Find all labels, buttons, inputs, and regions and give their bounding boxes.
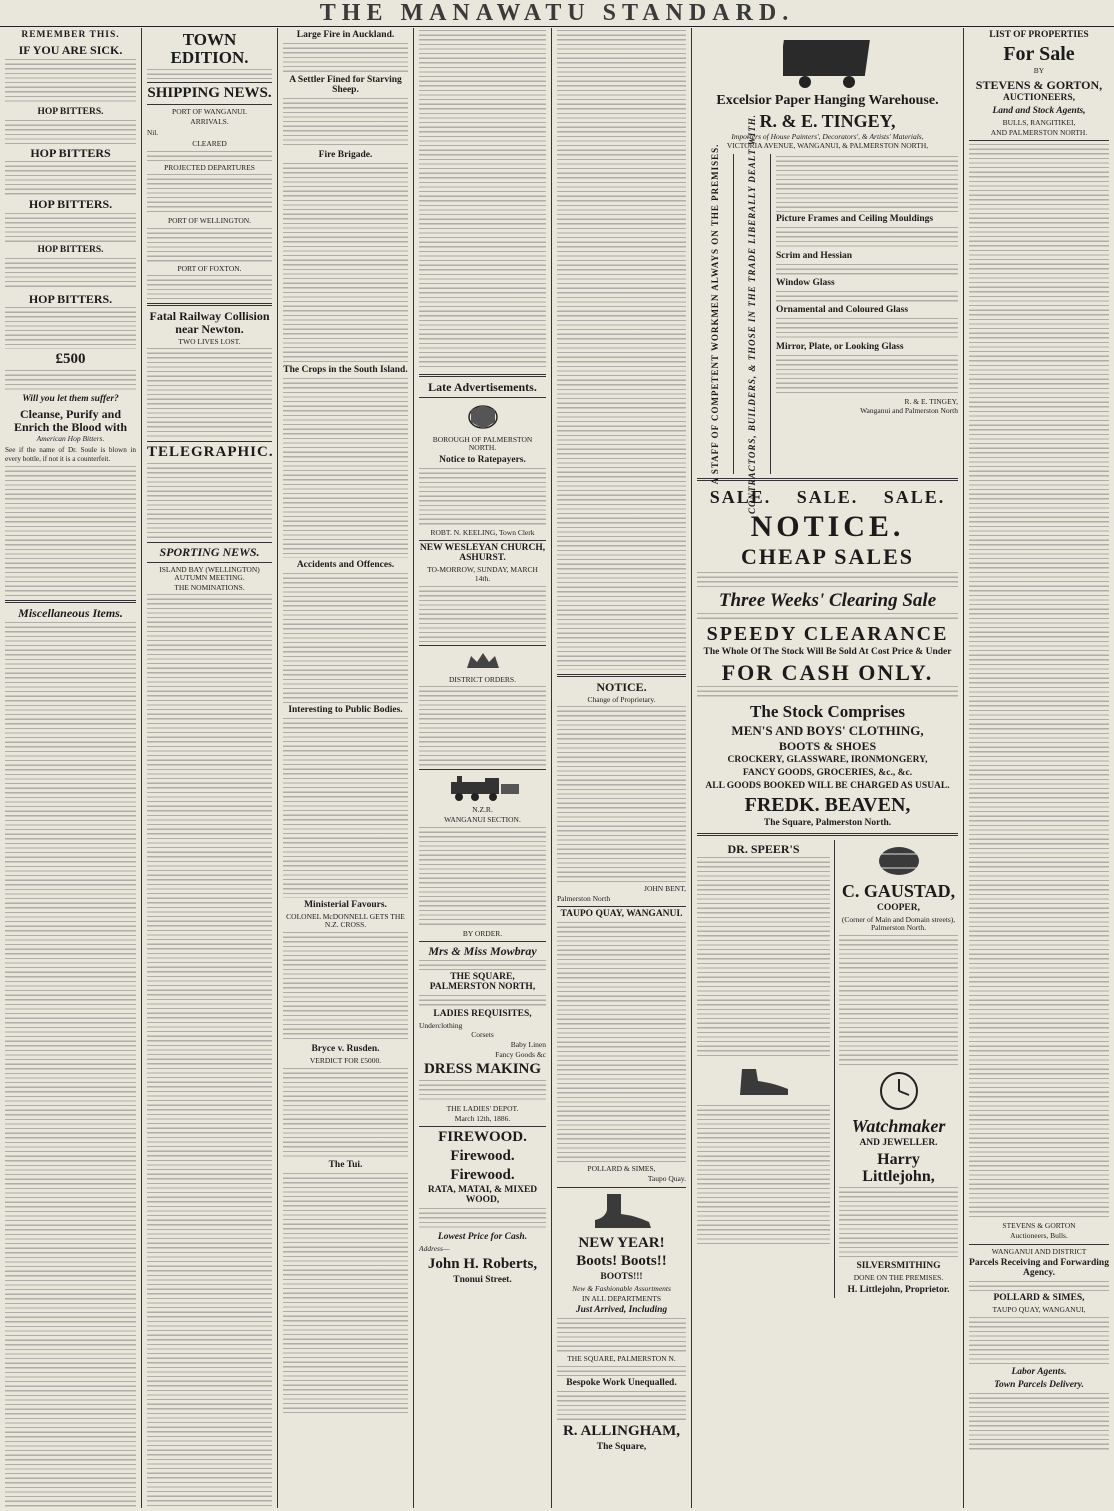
ad-head: REMEMBER THIS. [21,30,120,40]
keeling: ROBT. N. KEELING, Town Clerk [430,527,535,537]
taupo-quay: TAUPO QUAY, WANGANUI, [992,1305,1086,1315]
underclothing: Underclothing [419,1020,463,1030]
gaustad-ad [835,840,958,1298]
fire-brigade: Fire Brigade. [318,149,373,160]
tingey-sig: R. & E. TINGEY, [904,396,958,406]
ratepayers-text [419,468,546,526]
interesting-text [283,718,408,898]
bryce-head: Bryce v. Rusden. [311,1044,380,1054]
nil: Nil. [147,128,158,137]
divider [419,540,546,541]
firewood-3: Firewood. [450,1166,515,1183]
speer-ad [697,840,835,1298]
dr-speer: DR. SPEER'S [727,841,800,856]
ad-text [5,307,136,349]
parcels: Parcels Receiving and Forwarding Agency. [969,1258,1109,1279]
tui-text [283,1173,408,1413]
by-order: BY ORDER. [462,928,503,938]
ladies-requisites: LADIES REQUISITES, [433,1008,532,1019]
depot-date: March 12th, 1886. [454,1113,511,1123]
divider [557,1187,686,1188]
hop-bitters-4: HOP BITTERS. [37,244,104,255]
divider [5,600,136,603]
boots-text [557,1318,686,1352]
scrim-hessian: Scrim and Hessian [776,250,853,261]
picture-frames: Picture Frames and Ceiling Mouldings [776,213,934,224]
nzr: N.Z.R. [472,805,493,815]
by: BY [1033,65,1045,75]
fatal-head: Fatal Railway Collision near Newton. [149,309,270,336]
ministerial-head: Ministerial Favours. [304,899,387,910]
notice-text [557,706,686,882]
suffer-line: Will you let them suffer? [22,394,119,405]
sale-text [697,572,958,588]
contractors-banner-text: CONTRACTORS, BUILDERS, & THOSE IN THE TRADE LIBERALLY DEALT WITH. [747,113,757,514]
column-4 [414,28,552,1508]
divider [697,478,958,481]
settler-head: A Settler Fined for Starving Sheep. [289,74,402,95]
mcdonnell-head: COLONEL McDONNELL GETS THE N.Z. CROSS. [286,911,405,930]
settler-text [283,98,408,148]
cheap-sales: CHEAP SALES [741,543,914,569]
speedy-clearance: SPEEDY CLEARANCE [706,622,949,645]
boots-text [557,1366,686,1376]
ladies-depot: THE LADIES' DEPOT. [446,1103,519,1113]
hop-bitters-1: HOP BITTERS. [37,106,104,117]
sale-row [697,487,958,508]
nominations: THE NOMINATIONS. [174,582,245,592]
testimonial-text [557,30,686,670]
port-foxton: PORT OF FOXTON. [177,263,242,273]
and-palmerston: AND PALMERSTON NORTH. [990,127,1088,137]
cooper: COOPER, [876,902,920,913]
speer-text [697,1105,830,1245]
importers: Importers of House Painters', Decorators', & Artists' Materials, [731,131,924,141]
all-depts: IN ALL DEPARTMENTS [582,1293,661,1303]
town-edition: TOWN EDITION. [170,30,249,67]
tui-head: The Tui. [328,1159,363,1170]
railway-text [419,827,546,927]
column-1 [0,28,142,1508]
shoe-icon [734,1061,794,1101]
fashionable: New & Fashionable Assortments [572,1284,671,1294]
arrivals: ARRIVALS. [190,117,229,127]
baby-linen: Baby Linen [510,1039,546,1049]
column-5 [552,28,692,1508]
scrim-text [776,264,958,276]
beaven: FREDK. BEAVEN, [744,793,911,816]
ornamental-text [776,318,958,340]
tingey-text [771,154,958,474]
corsets: Corsets [471,1030,494,1040]
banner-art [697,32,958,90]
crops-head: The Crops in the South Island. [283,364,408,375]
stevens-gorton: STEVENS & GORTON, [975,77,1103,92]
allingham: R. ALLINGHAM, [562,1422,681,1439]
wesleyan: NEW WESLEYAN CHURCH, ASHURST. [419,543,546,564]
accidents-head: Accidents and Offences. [296,559,395,570]
ornamental-glass: Ornamental and Coloured Glass [776,304,909,315]
sale-text [697,686,958,700]
orders-text [419,686,546,766]
groceries: FANCY GOODS, GROCERIES, &c., &c. [742,767,913,778]
hop-bitters-2: HOP BITTERS [30,145,111,160]
divider [419,941,546,942]
palmerston: Palmerston North [557,893,611,903]
john-roberts: John H. Roberts, [427,1255,538,1272]
corner: (Corner of Main and Domain streets), Palmerston North. [841,914,956,933]
sporting-news: SPORTING NEWS. [159,544,260,559]
ad-text [5,161,136,195]
parcels-text [969,1317,1109,1365]
window-glass: Window Glass [776,277,835,288]
projected-text [147,174,272,214]
ad-text [5,213,136,243]
brigade-text [283,163,408,363]
divider [147,104,272,105]
ad-text [5,258,136,290]
ad-text [5,120,136,144]
news-text [419,30,546,370]
bulls: BULLS, RANGITIKEI, [1002,118,1076,128]
divider [147,542,272,543]
ministerial-text [283,932,408,1042]
barrel-icon [869,844,929,878]
clothing: MEN'S AND BOYS' CLOTHING, [731,722,924,738]
bespoke: Bespoke Work Unequalled. [566,1378,677,1388]
cleanse-line: Cleanse, Purify and Enrich the Blood with [13,407,127,434]
excelsior-banner: Excelsior Paper Hanging Warehouse. [716,93,939,108]
address-label: Address— [419,1244,450,1254]
sale-text [697,613,958,621]
property-list [969,144,1109,1219]
divider [147,303,272,306]
divider [147,82,272,83]
ad-text [5,59,136,105]
imprint [969,1393,1109,1453]
brand-line: American Hop Bitters. [36,434,105,444]
wanganui-district: WANGANUI AND DISTRICT [991,1246,1087,1256]
crown-icon [463,650,503,672]
firewood-2: Firewood. [450,1147,515,1164]
paperhanging-cart-icon [783,32,873,90]
firewood-1: FIREWOOD. [438,1129,527,1146]
testimonials [5,466,136,596]
ratepayers: Notice to Ratepayers. [439,454,526,465]
town-parcels: Town Parcels Delivery. [994,1379,1084,1390]
divider [557,674,686,677]
sporting-text [147,594,272,1508]
accidents-text [283,573,408,703]
divider [419,645,546,646]
gaustad-text [839,935,958,1065]
boots-1: Boots! Boots!! [576,1253,667,1270]
port-text [147,228,272,262]
frames-text [776,227,958,249]
reward-amount: £500 [55,351,86,368]
divider [557,906,686,907]
port-text [147,275,272,299]
tomorrow: TO-MORROW, SUNDAY, MARCH 14th. [427,565,538,583]
mowbray-text [419,1080,546,1102]
column-2 [142,28,278,1508]
mowbray-text [419,995,546,1007]
intro-text [776,156,958,212]
john-bent: JOHN BENT, [644,884,686,894]
the-square: THE SQUARE, PALMERSTON NORTH, [429,971,536,992]
bryce-text [283,1068,408,1158]
proprietor: H. Littlejohn, Proprietor. [847,1284,950,1295]
just-arrived: Just Arrived, Including [575,1305,668,1316]
shipping-head: SHIPPING NEWS. [147,84,272,101]
jeweller: AND JEWELLER. [859,1137,938,1148]
pollard-text [557,922,686,1162]
littlejohn-text [839,1187,958,1259]
gaustad: C. GAUSTAD, [841,880,956,901]
stock-comprises: The Stock Comprises [750,701,905,721]
sale-1: SALE. [709,486,772,507]
notice-head: NOTICE. [596,680,647,694]
divider [147,441,272,442]
done-premises: DONE ON THE PREMISES. [853,1273,944,1283]
wanganui-section: WANGANUI SECTION. [444,814,521,824]
divider [419,769,546,770]
crockery: CROCKERY, GLASSWARE, IRONMONGERY, [727,754,928,765]
misc-head: Miscellaneous Items. [18,606,123,621]
projected: PROJECTED DEPARTURES [164,162,255,172]
verdict: VERDICT FOR £5000. [309,1055,382,1065]
cleared-text [147,151,272,161]
littlejohn: Harry Littlejohn, [862,1150,935,1185]
fancy-goods: Fancy Goods &c [495,1049,546,1059]
sale-2: SALE. [796,486,859,507]
taupo-quay: TAUPO QUAY, WANGANUI. [560,909,683,920]
divider [419,1126,546,1127]
labor-agents: Labor Agents. [1011,1366,1067,1377]
boots-2: BOOTS!!! [600,1272,643,1283]
dateline [147,69,272,79]
dressmaking: DRESS MAKING [423,1061,542,1078]
charged: ALL GOODS BOOKED WILL BE CHARGED AS USUAL. [705,780,950,791]
square-palmerston: THE SQUARE, PALMERSTON N. [567,1354,676,1364]
lowest-price: Lowest Price for Cash. [437,1232,528,1243]
three-weeks: Three Weeks' Clearing Sale [718,589,937,611]
land-stock: Land and Stock Agents, [992,106,1086,117]
pollard-simes: POLLARD & SIMES, [587,1164,656,1174]
divider [969,140,1109,141]
ad-text [5,370,136,392]
mowbray-text [419,960,546,970]
divider [419,374,546,377]
list-head: LIST OF PROPERTIES [989,30,1089,40]
notice-big: NOTICE. [750,509,905,543]
the-square-sig: The Square, [596,1441,647,1452]
divider [147,562,272,563]
lower-ads [697,840,958,1298]
sale-3: SALE. [883,486,946,507]
firewood-text [419,1208,546,1230]
rata-matai: RATA, MATAI, & MIXED WOOD, [427,1185,538,1206]
silversmithing: SILVERSMITHING [856,1261,941,1272]
stevens-sig-2: Auctioneers, Bulls. [1010,1231,1068,1240]
taupo-quay-sig: Taupo Quay. [647,1174,686,1184]
misc-text [5,622,136,1508]
borough: BOROUGH OF PALMERSTON NORTH. [432,434,533,453]
cleared: CLEARED [192,138,227,148]
auctioneers: AUCTIONEERS, [1002,93,1076,104]
tnonui-street: Tnonui Street. [453,1274,512,1285]
interesting-head: Interesting to Public Bodies. [288,704,403,715]
column-3 [278,28,414,1508]
speer-text [697,857,830,1057]
masthead: THE MANAWATU STANDARD. [0,0,1114,27]
port-wellington: PORT OF WELLINGTON. [167,216,252,226]
fire-head: Large Fire in Auckland. [296,30,395,40]
side-banner-1 [697,143,734,485]
fatal-text [147,348,272,438]
whole-stock: The Whole Of The Stock Will Be Sold At Cost Price & Under [703,646,952,657]
wesleyan-text [419,586,546,642]
locomotive-icon [443,774,523,802]
ad-title: IF YOU ARE SICK. [18,42,123,57]
fire-text [283,43,408,73]
column-7 [964,28,1114,1508]
change-proprietary: Change of Proprietary. [587,694,656,704]
coat-of-arms-icon [461,402,505,432]
telegraphic: TELEGRAPHIC. [147,444,274,461]
counterfeit-note: See if the name of Dr. Soule is blown in every bottle, if not it is a counterfeit. [5,445,136,464]
late-ads-head: Late Advertisements. [428,380,537,394]
for-sale: For Sale [1003,42,1075,65]
staff-banner-text: A STAFF OF COMPETENT WORKMEN ALWAYS ON THE PREMISES. [710,143,720,485]
column-6 [692,28,964,1508]
mowbray: Mrs & Miss Mowbray [428,944,537,959]
beaven-addr: The Square, Palmerston North. [763,817,892,828]
bespoke-text [557,1391,686,1421]
new-year: NEW YEAR! [578,1234,665,1251]
divider [419,397,546,398]
divider [969,1244,1109,1245]
district-orders: DISTRICT ORDERS. [449,674,516,684]
window-text [776,291,958,303]
crops-text [283,378,408,558]
mirror-glass: Mirror, Plate, or Looking Glass [776,341,904,352]
parcels-text [969,1281,1109,1291]
boots-shoes: BOOTS & SHOES [778,739,877,754]
tingey-sig-place: Wanganui and Palmerston North [860,406,958,416]
mirror-text [776,355,958,395]
cash-only: FOR CASH ONLY. [721,659,934,685]
divider [697,833,958,836]
hop-bitters-5: HOP BITTERS. [28,291,113,306]
port-wanganui: PORT OF WANGANUI. [172,107,247,117]
island-bay: ISLAND BAY (WELLINGTON) AUTUMN MEETING. [159,564,260,583]
watchmaker: Watchmaker [851,1115,946,1136]
hop-bitters-3: HOP BITTERS. [28,197,113,212]
pollard-simes: POLLARD & SIMES, [993,1293,1085,1304]
tingey-firm: R. & E. TINGEY, [759,110,896,131]
clock-icon [869,1069,929,1113]
stevens-sig: STEVENS & GORTON [1002,1221,1076,1231]
boot-icon [587,1192,657,1232]
tingey-address: VICTORIA AVENUE, WANGANUI, & PALMERSTON NORTH, [726,141,929,151]
two-lives: TWO LIVES LOST. [178,336,241,346]
telegraphic-text [147,463,272,539]
